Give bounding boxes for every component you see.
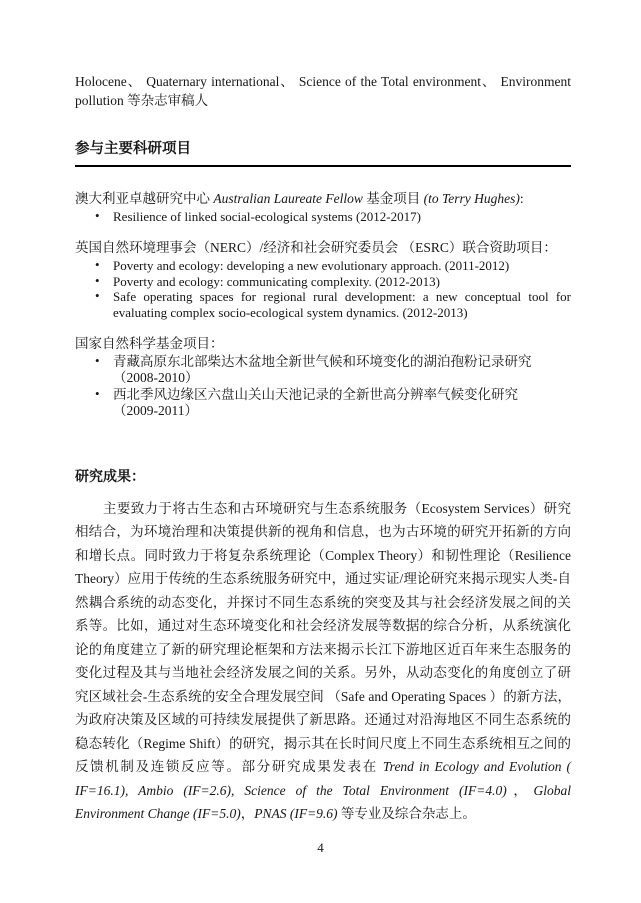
title-run: 基金项目 xyxy=(362,191,424,206)
bullet-icon: • xyxy=(95,256,100,272)
title-run-italic: (to Terry Hughes) xyxy=(423,191,520,206)
paragraph-run-italic-journal-gec: Global Environment Change (IF=5.0) xyxy=(75,782,571,822)
title-run: 英国自然环境理事会（NERC）/经济和社会研究委员会 （ESRC）联合资助项目： xyxy=(75,239,557,255)
project-list-nsfc xyxy=(75,354,571,420)
journal-reviewer-note: Holocene、 Quaternary international、 Science of the Total environment、 Environment pollution 等杂志审稿人 xyxy=(75,74,571,108)
project-item xyxy=(75,209,571,225)
project-item-text: 西北季风边缘区六盘山关山天池记录的全新世高分辨率气候变化研究 xyxy=(113,386,518,402)
project-item-text: Safe operating spaces for regional rural development: a new conceptual tool for evaluating complex socio-ecological system dynamics. (2012-2013) xyxy=(113,289,571,321)
project-item xyxy=(75,354,571,387)
title-run: 澳大利亚卓越研究中心 xyxy=(75,191,214,206)
paragraph-run: 等专业及综合杂志上。 xyxy=(337,806,476,822)
results-paragraph xyxy=(75,497,571,826)
project-item-years: （2009-2011） xyxy=(113,403,198,419)
project-item xyxy=(75,387,571,420)
project-list-nerc-esrc xyxy=(75,258,571,321)
page-number: 4 xyxy=(317,840,324,855)
project-group-title-alf xyxy=(75,190,571,207)
bullet-icon: • xyxy=(95,288,100,304)
paragraph-run: ， xyxy=(506,782,534,798)
project-item-text: Poverty and ecology: developing a new evolutionary approach. (2011-2012) xyxy=(113,257,510,273)
bullet-icon: • xyxy=(95,352,100,368)
project-item-text: Resilience of linked social-ecological systems (2012-2017) xyxy=(113,209,421,224)
project-item-text: 青藏高原东北部柴达木盆地全新世气候和环境变化的湖泊孢粉记录研究 xyxy=(113,353,532,369)
project-group-title-nerc-esrc xyxy=(75,239,571,256)
bullet-icon: • xyxy=(95,208,100,223)
paragraph-run-italic-journals: Trend in Ecology and Evolution ( IF=16.1), Ambio (IF=2.6), Science of the Total Environment (IF=4.0) xyxy=(75,759,571,798)
heading-divider xyxy=(75,165,571,167)
project-list-alf xyxy=(75,209,571,225)
project-group-title-nsfc xyxy=(75,335,571,352)
bullet-icon: • xyxy=(95,272,100,288)
results-section-heading: 研究成果： xyxy=(75,469,145,485)
project-item xyxy=(75,274,571,290)
page-content xyxy=(75,0,571,826)
project-item-text: Poverty and ecology: communicating complexity. (2012-2013) xyxy=(113,273,440,289)
project-item xyxy=(75,289,571,321)
paragraph-run: ， xyxy=(240,806,255,822)
paragraph-run-italic-journal-pnas: PNAS (IF=9.6) xyxy=(254,806,338,822)
projects-section-heading: 参与主要科研项目 xyxy=(75,141,191,157)
title-run: 国家自然科学基金项目： xyxy=(75,335,224,351)
project-item xyxy=(75,258,571,274)
bullet-icon: • xyxy=(95,385,100,401)
project-item-years: （2008-2010） xyxy=(113,370,199,386)
title-run-italic: Australian Laureate Fellow xyxy=(213,191,363,206)
title-run: : xyxy=(519,191,524,206)
paragraph-run: 主要致力于将古生态和古环境研究与生态系统服务（Ecosystem Services）研究相结合，为环境治理和决策提供新的视角和信息，也为古环境的研究开拓新的方向和增长点。同时致力于将复杂系统理论（Complex Theory）和韧性理论（Resilience Theory）应用于传统的生态系统服务研究中，通过实证/理论研究来揭示现实人类-自然耦合系统的动态变化，并探讨不同生态系统的突变及其与社会经济发展之间的关系等。比如，通过对生态环境变化和社会经济发展等数据的综合分析，从系统演化论的角度建立了新的研究理论框架和方法来揭示长江下游地区近百年来生态服务的变化过程及其与当地社会经济发展之间的关系。另外，从动态变化的角度创立了研究区域社会-生态系统的安全合理发展空间 （Safe and Operating Spaces ）的新方法，为政府决策及区域的可持续发展提供了新思路。还通过对沿海地区不同生态系统的稳态转化（Regime Shift）的研究，揭示其在长时间尺度上不同生态系统相互之间的反馈机制及连锁反应等。部分研究成果发表在 xyxy=(75,500,571,775)
